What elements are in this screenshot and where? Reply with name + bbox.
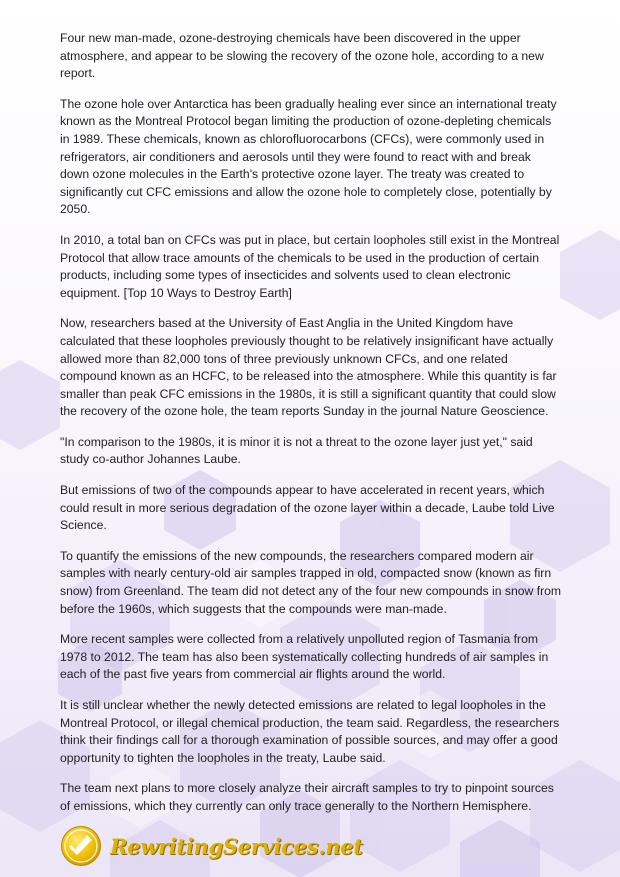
brand-logo[interactable] — [60, 824, 363, 868]
paragraph: To quantify the emissions of the new compounds, the researchers compared modern air samples with nearly century-old air samples trapped in old, compacted snow (known as firn snow) from Greenland. The team did not detect any of the four new compounds in snow from before the 1960s, which suggests that the compounds were man-made. — [60, 548, 562, 616]
paragraph: Now, researchers based at the University of East Anglia in the United Kingdom have calculated that these loopholes previously thought to be relatively insignificant have actually allowed more than 82,000 tons of three previously unknown CFCs, and one related compound known as an HCFC, to be released into the atmosphere. While this quantity is far smaller than peak CFC emissions in the 1980s, it is still a significant quantity that could slow the recovery of the ozone hole, the team reports Sunday in the journal Nature Geoscience. — [60, 316, 557, 419]
brand-name: RewritingServices.net — [110, 833, 363, 859]
pencil-check-circle-icon — [60, 825, 102, 867]
paragraph: The ozone hole over Antarctica has been gradually healing ever since an international treaty known as the Montreal Protocol began limiting the production of ozone-depleting chemicals in 1989. These chemicals, known as chlorofluorocarbons (CFCs), were commonly used in refrigerators, air conditioners and aerosols until they were found to react with and break down ozone molecules in the Earth's protective ozone layer. The treaty was created to significantly cut CFC emissions and allow the ozone hole to completely close, potentially by 2050. — [60, 96, 557, 217]
paragraph: It is still unclear whether the newly detected emissions are related to legal loopholes in the Montreal Protocol, or illegal chemical production, the team said. Regardless, the researchers think their findings call for a thorough examination of possible sources, and may offer a good opportunity to tighten the loopholes in the treaty, Laube said. — [60, 698, 560, 765]
paragraph: The team next plans to more closely analyze their aircraft samples to try to pinpoint sources of emissions, which they currently can only trace generally to the Northern Hemisphere. — [60, 781, 554, 813]
paragraph: In 2010, a total ban on CFCs was put in place, but certain loopholes still exist in the Montreal Protocol that allow trace amounts of the chemicals to be used in the production of certain products, including some types of insecticides and solvents used to clean electronic equipment. [Top 10 Ways to Destroy Earth] — [60, 232, 560, 300]
paragraph: But emissions of two of the compounds appear to have accelerated in recent years, which could result in more serious degradation of the ozone layer within a decade, Laube told Live Science. — [60, 483, 555, 533]
paragraph: "In comparison to the 1980s, it is minor it is not a threat to the ozone layer just yet," said study co-author Johannes Laube. — [60, 434, 533, 467]
paragraph: Four new man-made, ozone-destroying chemicals have been discovered in the upper atmosphere, and appear to be slowing the recovery of the ozone hole, according to a new report. — [60, 31, 544, 81]
article-body — [60, 30, 563, 829]
paragraph: More recent samples were collected from a relatively unpolluted region of Tasmania from 1978 to 2012. The team has also been systematically collecting hundreds of air samples in each of the past five years from commercial air flights around the world. — [60, 632, 549, 682]
